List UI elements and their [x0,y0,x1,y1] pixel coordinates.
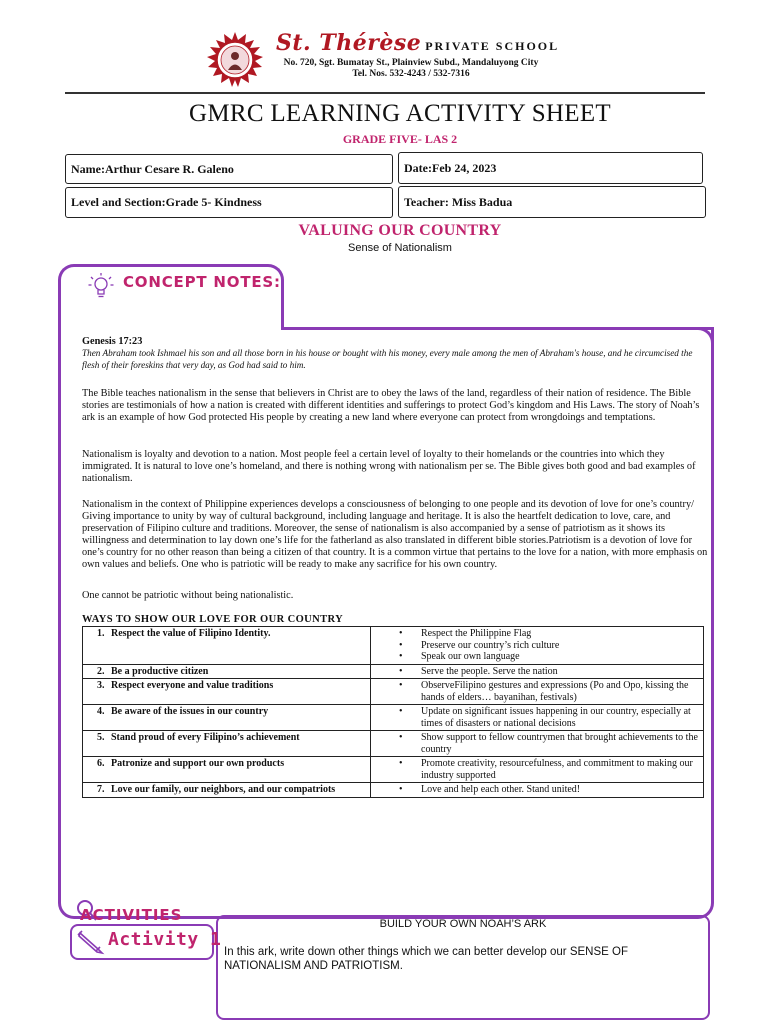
way-text: Respect everyone and value traditions [111,680,274,691]
list-item: • Show support to fellow countrymen that brought achievements to the country [377,732,699,755]
row-number: 5. [97,732,105,743]
list-item: • Preserve our country’s rich culture [377,640,699,652]
activity-box-title: BUILD YOUR OWN NOAH’S ARK [379,918,547,930]
list-item: • Speak our own language [377,651,699,663]
name-label: Name: [71,161,105,176]
pencil-icon [76,929,106,955]
list-item: • Promote creativity, resourcefulness, and commitment to making our industry supported [377,758,699,781]
table-row [83,679,704,705]
teacher-label: Teacher: [404,194,449,209]
level-value: Grade 5- Kindness [165,195,262,209]
school-name-suffix: PRIVATE SCHOOL [425,39,560,53]
concept-paragraph-2: Nationalism is loyalty and devotion to a nation. Most people feel a certain level of loyalty to their homelands or the countries into which they immigrated. It is natural to love one’s homeland, and there is nothing wrong with nationalism per se. The Bible gives both good and bad examples of nationalism. [82,449,696,484]
school-address-block [276,58,546,80]
teacher-value: Miss Badua [451,194,513,209]
school-name [276,30,559,56]
list-item: • Love and help each other. Stand united! [377,784,699,796]
ways-table [82,626,704,798]
ways-table-title: WAYS TO SHOW OUR LOVE FOR OUR COUNTRY [82,614,344,625]
concept-notes-heading: CONCEPT NOTES: [123,273,281,291]
grade-line: GRADE FIVE- LAS 2 [342,132,458,146]
school-name-script: St. Thérèse [276,30,422,56]
verse-reference: Genesis 17:23 [82,336,143,347]
frame-top-line [281,327,714,330]
school-phone: Tel. Nos. 532-4243 / 532-7316 [352,69,470,79]
lightbulb-icon [88,272,114,300]
name-value: Arthur Cesare R. Galeno [104,161,234,176]
way-text: Patronize and support our own products [111,758,285,769]
level-section-field[interactable] [65,187,393,218]
activity-instruction: In this ark, write down other things which we can better develop our SENSE OF NATIONALISM AND PATRIOTISM. [224,946,628,972]
way-text: Respect the value of Filipino Identity. [111,628,271,639]
activity-1-label: Activity 1 [108,929,222,950]
date-value: Feb 24, 2023 [431,160,497,175]
name-field[interactable] [65,154,393,184]
teacher-field[interactable] [398,186,706,218]
level-label: Level and Section: [71,195,166,209]
lesson-title: VALUING OUR COUNTRY [298,222,502,239]
way-text: Love our family, our neighbors, and our compatriots [111,784,336,795]
row-number: 3. [97,680,105,691]
way-text: Stand proud of every Filipino’s achievement [111,732,300,743]
date-field[interactable] [398,152,703,184]
table-row [83,705,704,731]
table-row [83,664,704,679]
row-number: 2. [97,665,105,677]
header-divider [65,92,705,94]
row-number: 6. [97,758,105,769]
table-row [83,757,704,783]
concept-paragraph-4: One cannot be patriotic without being nationalistic. [82,590,294,601]
lesson-subtitle: Sense of Nationalism [348,242,452,254]
row-number: 7. [97,784,105,795]
row-number: 1. [97,628,105,639]
sheet-title: GMRC LEARNING ACTIVITY SHEET [188,100,612,127]
school-address: No. 720, Sgt. Bumatay St., Plainview Subd., Mandaluyong City [283,58,539,68]
table-row [83,783,704,798]
table-row [83,731,704,757]
date-label: Date: [404,160,432,175]
school-seal-icon [205,30,265,90]
row-number: 4. [97,706,105,717]
list-item: • Serve the people. Serve the nation [377,666,699,678]
way-text: Be a productive citizen [111,665,209,677]
activities-heading: ACTIVITIES [80,906,183,924]
list-item: • Update on significant issues happening in our country, especially at times of disasters or national decisions [377,706,699,729]
concept-paragraph-3: Nationalism in the context of Philippine experiences develops a consciousness of belonging to one people and its devotion of love for one’s country/ Giving importance to unity by way of cultural background, including language and heritage. It is also the heartfelt dedication to love, care, and preservation of Filipino culture and traditions. Moreover, the sense of nationalism is also accompanied by a sense of patriotism as it shows its willingness and determination to lay down one’s life for the fatherland as also translated in different bible stories.Patriotism is a devotion of love for one’s country for no other reason than being a citizen of that country. It is a common virtue that pertains to the love for a nation, with more emphasis on own values and beliefs. One who is patriotic will be ready to make any sacrifice for his own country. [82,499,708,570]
list-item: • ObserveFilipino gestures and expressions (Po and Opo, kissing the hands of elders… bayanihan, festivals) [377,680,699,703]
list-item: • Respect the Philippine Flag [377,628,699,640]
way-text: Be aware of the issues in our country [111,706,269,717]
table-row [83,627,704,665]
verse-text: Then Abraham took Ishmael his son and all those born in his house or bought with his money, every male among the men of Abraham's house, and he circumcised the flesh of their foreskins that very day, as God had said to him. [82,348,693,370]
concept-paragraph-1: The Bible teaches nationalism in the sense that believers in Christ are to obey the laws of the land, regardless of their nation of residence. The Bible stories are testimonials of how a nation is created with different identities and sufferings to protect God’s kingdom and His Laws. The story of Noah’s ark is an example of how God protected His people by creating a new land where everyone can protect from wrongdoings and temptations. [82,388,700,423]
